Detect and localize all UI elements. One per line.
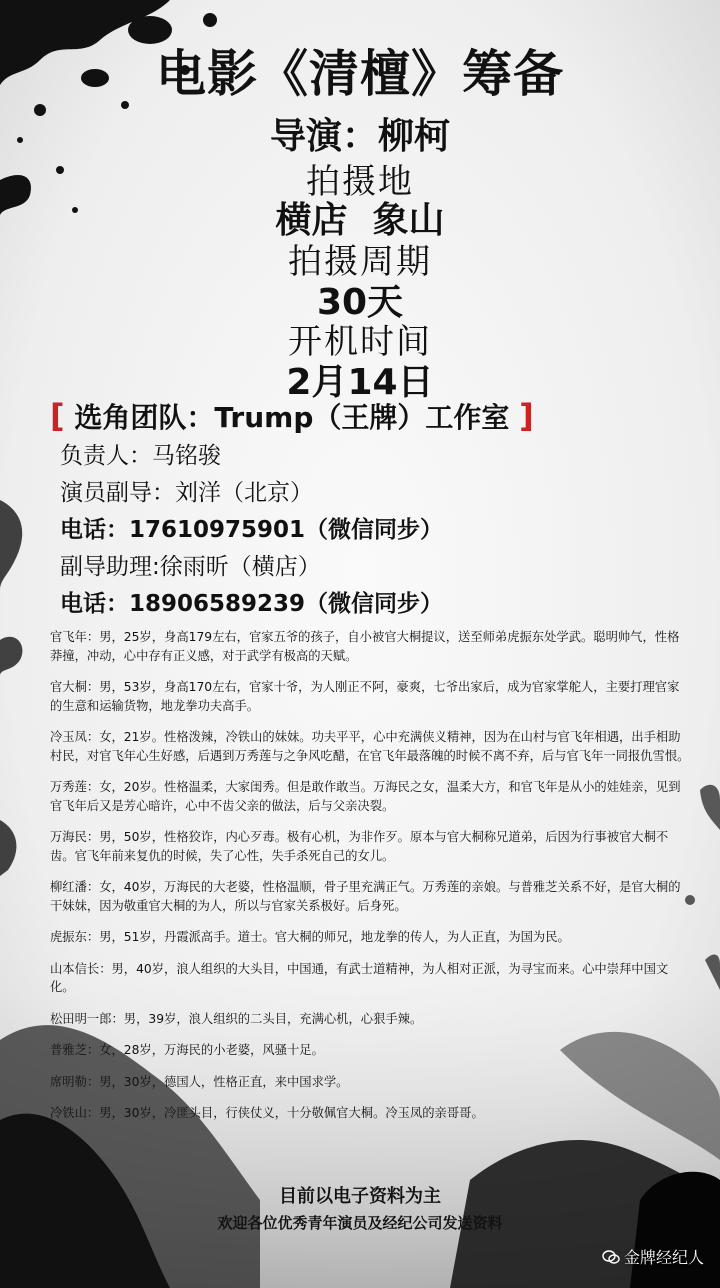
role-description: 普雅芝：女，28岁，万海民的小老婆，风骚十足。 bbox=[50, 1043, 324, 1057]
shoot-location-value: 横店 象山 bbox=[275, 200, 445, 241]
page-title: 电影《清檀》筹备 bbox=[156, 44, 564, 103]
contact-person: 负责人：马铭骏 bbox=[60, 443, 221, 469]
contact-director-assistant: 副导助理:徐雨昕（横店） bbox=[60, 554, 321, 580]
shoot-period-value: 30天 bbox=[316, 282, 404, 323]
contact-list bbox=[60, 438, 443, 623]
role-description: 席明勒：男，30岁，德国人，性格正直，来中国求学。 bbox=[50, 1074, 349, 1089]
wechat-icon bbox=[602, 1250, 620, 1264]
role-description: 松田明一郎：男，39岁，浪人组织的二头目，充满心机，心狠手辣。 bbox=[50, 1011, 423, 1026]
role-description: 万海民：男，50岁，性格狡诈，内心歹毒。极有心机，为非作歹。原本与官大桐称兄道弟，后因为行事被官大桐不齿。官飞年前来复仇的时候，失了心性，失手杀死自己的女儿。 bbox=[50, 830, 669, 863]
role-description: 官大桐：男，53岁，身高170左右，官家十爷，为人刚正不阿，豪爽，七爷出家后，成为官家掌舵人，主要打理官家的生意和运输货物，地龙拳功夫高手。 bbox=[50, 680, 680, 713]
shoot-period-label: 拍摄周期 bbox=[288, 242, 432, 282]
shoot-location-label: 拍摄地 bbox=[306, 162, 414, 202]
contact-assistant-director: 演员副导：刘洋（北京） bbox=[60, 480, 313, 506]
role-list bbox=[50, 628, 690, 1136]
close-bracket: ] bbox=[519, 397, 534, 435]
open-bracket: [ bbox=[50, 397, 65, 435]
role-description: 虎振东：男，51岁，丹霞派高手。道士。官大桐的师兄，地龙拳的传人，为人正直，为国为民。 bbox=[50, 930, 570, 944]
start-time-label: 开机时间 bbox=[288, 322, 432, 362]
watermark bbox=[602, 1245, 704, 1268]
role-description: 柳红潘：女，40岁，万海民的大老婆，性格温顺，骨子里充满正气。万秀莲的亲娘。与普雅芝关系不好，是官大桐的干妹妹，因为敬重官大桐的为人，所以与官家关系极好。后身死。 bbox=[50, 880, 681, 913]
role-description: 山本信长：男，40岁，浪人组织的大头目，中国通，有武士道精神，为人相对正派，为寻宝而来。心中崇拜中国文化。 bbox=[50, 961, 669, 994]
footer-note: 目前以电子资料为主 bbox=[279, 1186, 441, 1207]
footer-invitation: 欢迎各位优秀青年演员及经纪公司发送资料 bbox=[217, 1214, 503, 1232]
contact-phone-1: 电话：17610975901（微信同步） bbox=[60, 517, 444, 543]
role-description: 万秀莲：女，20岁。性格温柔，大家闺秀。但是敢作敢当。万海民之女，温柔大方，和官飞年是从小的娃娃亲，见到官飞年后又是芳心暗许，心中不齿父亲的做法，后与父亲决裂。 bbox=[50, 780, 681, 813]
role-description: 冷玉凤：女，21岁。性格泼辣，冷铁山的妹妹。功夫平平，心中充满侠义精神，因为在山村与官飞年相遇，出手相助村民，对官飞年心生好感，后遇到万秀莲与之争风吃醋，在官飞年最落魄的时候不离不弃，后与官飞年一同报仇雪恨。 bbox=[50, 730, 690, 763]
role-description: 冷铁山：男，30岁，冷匪头目，行侠仗义，十分敬佩官大桐。冷玉凤的亲哥哥。 bbox=[50, 1106, 484, 1120]
watermark-text: 金牌经纪人 bbox=[623, 1248, 704, 1267]
director-line: 导演：柳柯 bbox=[269, 116, 450, 157]
role-description: 官飞年：男，25岁，身高179左右，官家五爷的孩子，自小被官大桐提议，送至师弟虎振东处学武。聪明帅气，性格莽撞，冲动，心中存有正义感，对于武学有极高的天赋。 bbox=[50, 630, 680, 663]
start-date-value: 2月14日 bbox=[286, 362, 434, 403]
casting-team-heading bbox=[50, 396, 534, 436]
casting-team-text: 选角团队：Trump（王牌）工作室 bbox=[64, 401, 520, 434]
contact-phone-2: 电话：18906589239（微信同步） bbox=[60, 591, 444, 617]
